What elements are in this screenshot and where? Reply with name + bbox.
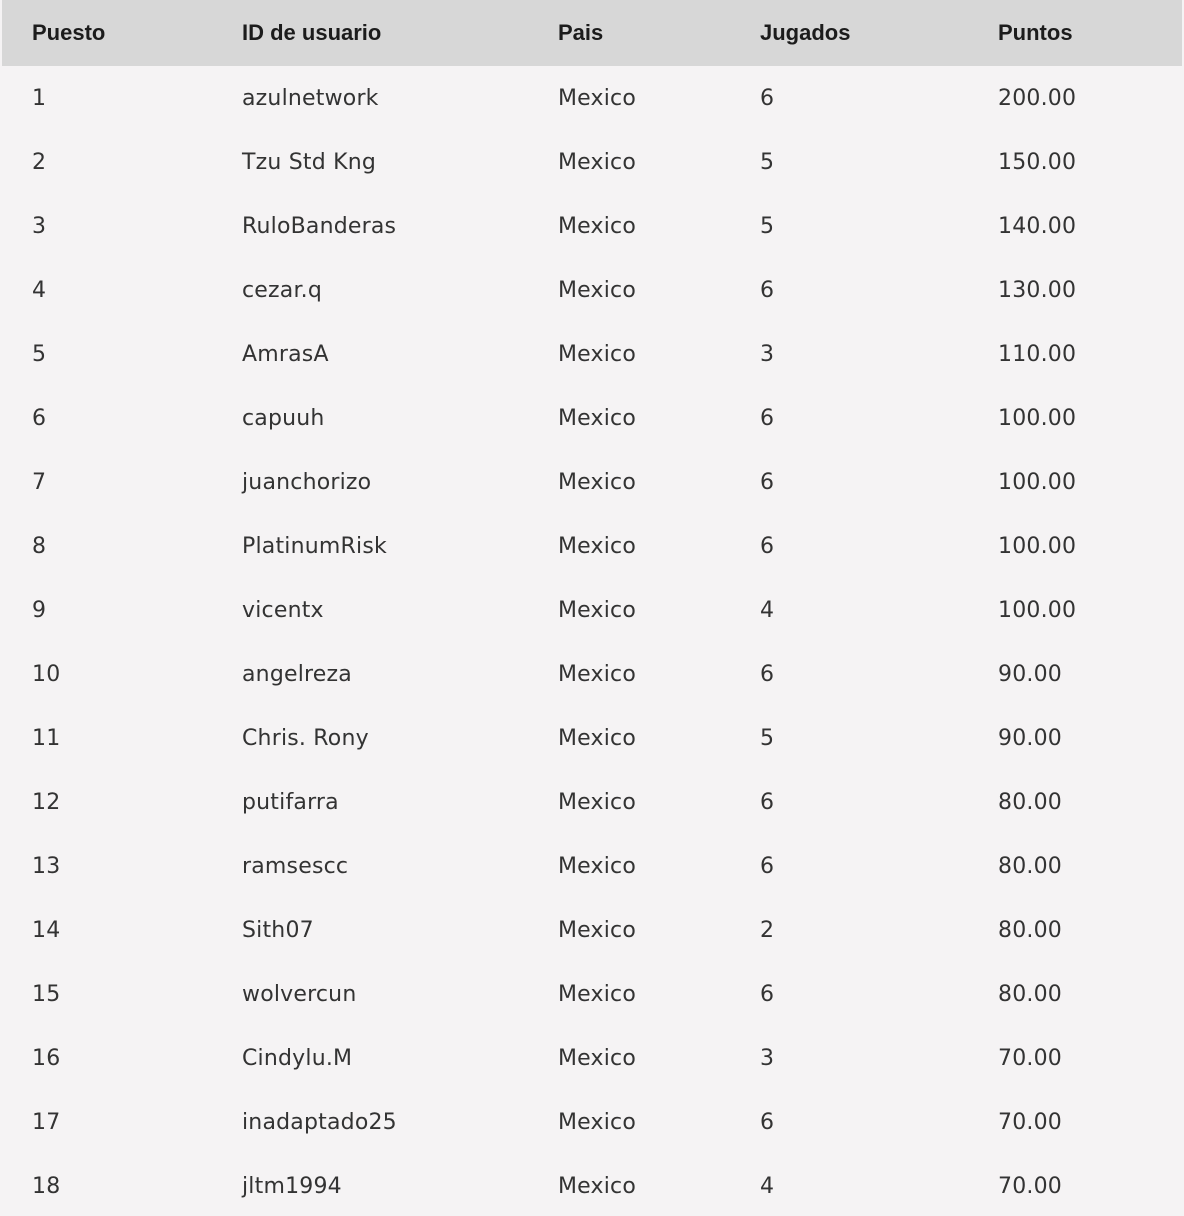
cell-points: 100.00 bbox=[998, 597, 1077, 623]
cell-rank: 12 bbox=[32, 789, 61, 815]
table-row bbox=[2, 386, 1182, 450]
cell-country: Mexico bbox=[558, 917, 637, 943]
header-points[interactable]: Puntos bbox=[998, 20, 1073, 45]
cell-country: Mexico bbox=[558, 981, 637, 1007]
cell-country: Mexico bbox=[558, 661, 637, 687]
cell-user-id[interactable]: Chris. Rony bbox=[242, 725, 369, 751]
header-row bbox=[2, 0, 1182, 66]
cell-country: Mexico bbox=[558, 213, 637, 239]
cell-points: 100.00 bbox=[998, 469, 1077, 495]
cell-rank: 10 bbox=[32, 661, 61, 687]
cell-user-id[interactable]: Tzu Std Kng bbox=[242, 149, 377, 175]
table-row bbox=[2, 642, 1182, 706]
cell-played: 6 bbox=[760, 853, 775, 879]
cell-rank: 11 bbox=[32, 725, 61, 751]
table-row bbox=[2, 962, 1182, 1026]
header-rank[interactable]: Puesto bbox=[32, 20, 106, 45]
cell-country: Mexico bbox=[558, 1045, 637, 1071]
header-played[interactable]: Jugados bbox=[760, 20, 851, 45]
cell-points: 80.00 bbox=[998, 853, 1062, 879]
cell-country: Mexico bbox=[558, 597, 637, 623]
cell-country: Mexico bbox=[558, 853, 637, 879]
cell-country: Mexico bbox=[558, 725, 637, 751]
cell-played: 3 bbox=[760, 341, 775, 367]
table-row bbox=[2, 578, 1182, 642]
table-row bbox=[2, 450, 1182, 514]
header-country[interactable]: Pais bbox=[558, 20, 604, 45]
cell-played: 5 bbox=[760, 149, 775, 175]
cell-rank: 3 bbox=[32, 213, 47, 239]
cell-country: Mexico bbox=[558, 85, 637, 111]
cell-points: 70.00 bbox=[998, 1109, 1062, 1135]
header-user-id[interactable]: ID de usuario bbox=[242, 20, 382, 45]
table-row bbox=[2, 1090, 1182, 1154]
cell-rank: 1 bbox=[32, 85, 47, 111]
cell-points: 80.00 bbox=[998, 917, 1062, 943]
cell-rank: 6 bbox=[32, 405, 47, 431]
table-row bbox=[2, 322, 1182, 386]
cell-played: 6 bbox=[760, 533, 775, 559]
cell-rank: 8 bbox=[32, 533, 47, 559]
cell-points: 90.00 bbox=[998, 661, 1062, 687]
cell-points: 140.00 bbox=[998, 213, 1077, 239]
table-row bbox=[2, 706, 1182, 770]
cell-played: 5 bbox=[760, 725, 775, 751]
table-row bbox=[2, 66, 1182, 130]
cell-rank: 17 bbox=[32, 1109, 61, 1135]
cell-played: 6 bbox=[760, 661, 775, 687]
table-row bbox=[2, 258, 1182, 322]
table-row bbox=[2, 1154, 1182, 1216]
table-header bbox=[2, 0, 1182, 66]
cell-user-id[interactable]: RuloBanderas bbox=[242, 213, 397, 239]
cell-country: Mexico bbox=[558, 277, 637, 303]
cell-user-id[interactable]: inadaptado25 bbox=[242, 1109, 397, 1135]
cell-user-id[interactable]: Sith07 bbox=[242, 917, 314, 943]
cell-points: 80.00 bbox=[998, 981, 1062, 1007]
table-row bbox=[2, 130, 1182, 194]
cell-played: 4 bbox=[760, 1173, 775, 1199]
cell-rank: 4 bbox=[32, 277, 47, 303]
cell-country: Mexico bbox=[558, 149, 637, 175]
cell-country: Mexico bbox=[558, 1173, 637, 1199]
cell-user-id[interactable]: Cindylu.M bbox=[242, 1045, 353, 1071]
cell-user-id[interactable]: azulnetwork bbox=[242, 85, 379, 111]
leaderboard-table bbox=[2, 0, 1182, 1216]
table-row bbox=[2, 770, 1182, 834]
cell-user-id[interactable]: ramsescc bbox=[242, 853, 349, 879]
cell-played: 6 bbox=[760, 277, 775, 303]
cell-country: Mexico bbox=[558, 533, 637, 559]
table-body bbox=[2, 66, 1182, 1216]
cell-user-id[interactable]: angelreza bbox=[242, 661, 352, 687]
cell-user-id[interactable]: wolvercun bbox=[242, 981, 357, 1007]
cell-user-id[interactable]: putifarra bbox=[242, 789, 339, 815]
cell-user-id[interactable]: AmrasA bbox=[242, 341, 329, 367]
table-row bbox=[2, 194, 1182, 258]
table-row bbox=[2, 1026, 1182, 1090]
cell-points: 70.00 bbox=[998, 1045, 1062, 1071]
cell-user-id[interactable]: capuuh bbox=[242, 405, 325, 431]
cell-played: 6 bbox=[760, 469, 775, 495]
cell-points: 100.00 bbox=[998, 405, 1077, 431]
cell-points: 130.00 bbox=[998, 277, 1077, 303]
table-row bbox=[2, 514, 1182, 578]
cell-country: Mexico bbox=[558, 789, 637, 815]
cell-played: 6 bbox=[760, 405, 775, 431]
cell-rank: 16 bbox=[32, 1045, 61, 1071]
table-row bbox=[2, 834, 1182, 898]
cell-played: 6 bbox=[760, 789, 775, 815]
cell-played: 6 bbox=[760, 1109, 775, 1135]
cell-points: 80.00 bbox=[998, 789, 1062, 815]
cell-points: 200.00 bbox=[998, 85, 1077, 111]
cell-country: Mexico bbox=[558, 341, 637, 367]
cell-played: 5 bbox=[760, 213, 775, 239]
cell-rank: 15 bbox=[32, 981, 61, 1007]
cell-points: 90.00 bbox=[998, 725, 1062, 751]
cell-points: 100.00 bbox=[998, 533, 1077, 559]
cell-played: 4 bbox=[760, 597, 775, 623]
cell-points: 70.00 bbox=[998, 1173, 1062, 1199]
cell-user-id[interactable]: vicentx bbox=[242, 597, 324, 623]
cell-played: 6 bbox=[760, 981, 775, 1007]
cell-rank: 7 bbox=[32, 469, 47, 495]
cell-played: 3 bbox=[760, 1045, 775, 1071]
cell-user-id[interactable]: PlatinumRisk bbox=[242, 533, 387, 559]
cell-rank: 14 bbox=[32, 917, 61, 943]
cell-user-id[interactable]: jltm1994 bbox=[242, 1173, 342, 1199]
cell-rank: 5 bbox=[32, 341, 47, 367]
cell-country: Mexico bbox=[558, 405, 637, 431]
cell-rank: 9 bbox=[32, 597, 47, 623]
table-row bbox=[2, 898, 1182, 962]
cell-rank: 2 bbox=[32, 149, 47, 175]
cell-user-id[interactable]: cezar.q bbox=[242, 277, 323, 303]
cell-country: Mexico bbox=[558, 1109, 637, 1135]
cell-user-id[interactable]: juanchorizo bbox=[242, 469, 372, 495]
cell-rank: 18 bbox=[32, 1173, 61, 1199]
cell-points: 150.00 bbox=[998, 149, 1077, 175]
cell-played: 6 bbox=[760, 85, 775, 111]
cell-country: Mexico bbox=[558, 469, 637, 495]
cell-rank: 13 bbox=[32, 853, 61, 879]
cell-played: 2 bbox=[760, 917, 775, 943]
cell-points: 110.00 bbox=[998, 341, 1077, 367]
